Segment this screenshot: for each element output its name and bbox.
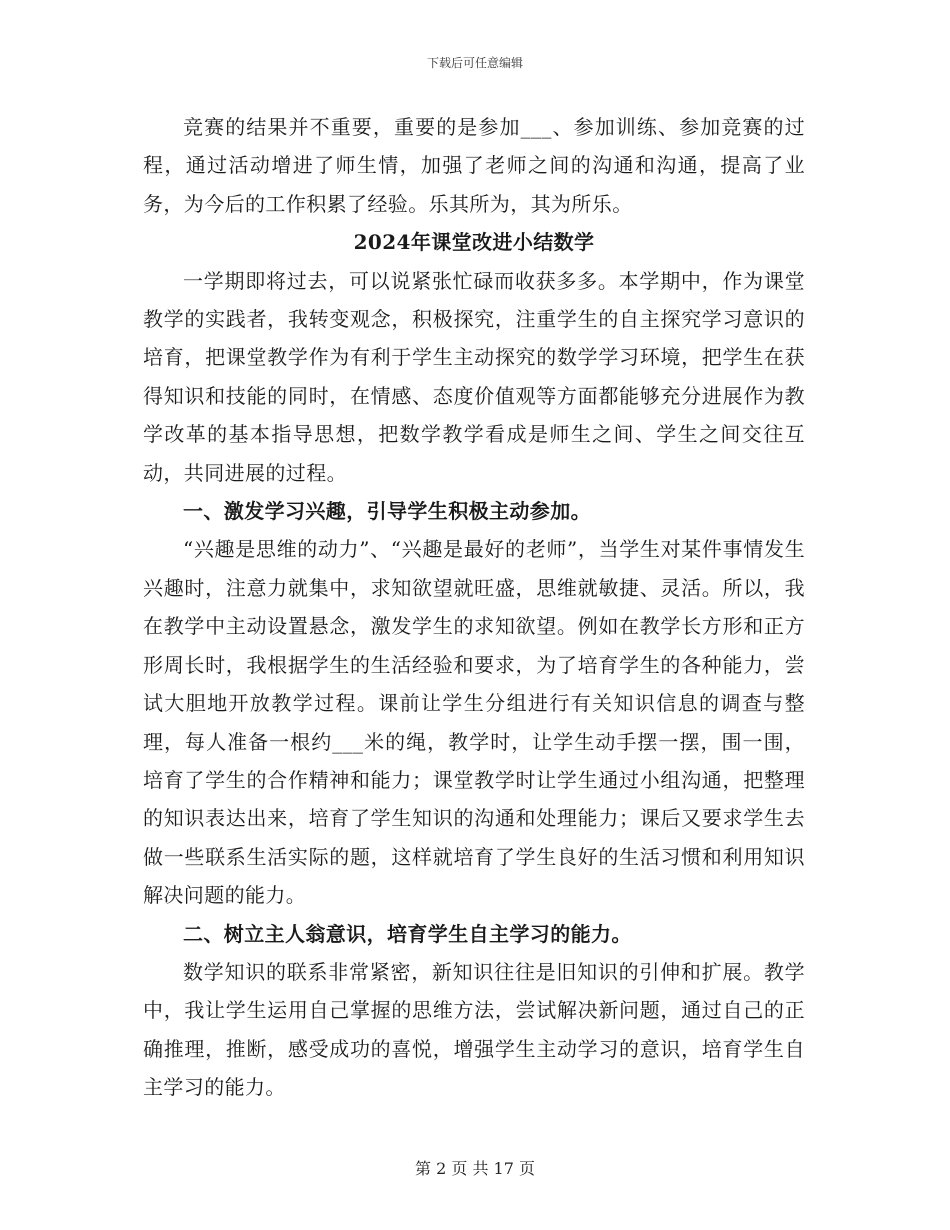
- paragraph-interest: “兴趣是思维的动力”、“兴趣是最好的老师”，当学生对某件事情发生兴趣时，注意力就集中，求知欲望就旺盛，思维就敏捷、灵活。所以，我在教学中主动设置悬念，激发学生的求知欲望。例如在教学长方形和正方形周长时，我根据学生的生活经验和要求，为了培育学生的各种能力，尝试大胆地开放教学过程。课前让学生分组进行有关知识信息的调查与整理，每人准备一根约___米的绳，教学时，让学生动手摆一摆，围一围，培育了学生的合作精神和能力；课堂教学时让学生通过小组沟通，把整理的知识表达出来，培育了学生知识的沟通和处理能力；课后又要求学生去做一些联系生活实际的题，这样就培育了学生良好的生活习惯和利用知识解决问题的能力。: [143, 537, 805, 908]
- document-title: 2024年课堂改进小结数学: [353, 230, 595, 255]
- paragraph-intro: 一学期即将过去，可以说紧张忙碌而收获多多。本学期中，作为课堂教学的实践者，我转变观念，积极探究，注重学生的自主探究学习意识的培育，把课堂教学作为有利于学生主动探究的数学学习环境，把学生在获得知识和技能的同时，在情感、态度价值观等方面都能够充分进展作为教学改革的基本指导思想，把数学教学看成是师生之间、学生之间交往互动，共同进展的过程。: [143, 268, 805, 485]
- page-footer: 第 2 页 共 17 页: [415, 1159, 535, 1178]
- page-header: 下载后可任意编辑: [426, 56, 523, 70]
- paragraph-autonomy: 数学知识的联系非常紧密，新知识往往是旧知识的引伸和扩展。教学中，我让学生运用自己掌握的思维方法，尝试解决新问题，通过自己的正确推理，推断，感受成功的喜悦，增强学生主动学习的意识，培育学生自主学习的能力。: [143, 959, 805, 1100]
- section-heading-2: 二、树立主人翁意识，培育学生自主学习的能力。: [183, 921, 632, 946]
- document-body: [143, 108, 805, 1107]
- paragraph-competition: 竞赛的结果并不重要，重要的是参加___、参加训练、参加竞赛的过程，通过活动增进了师生情，加强了老师之间的沟通和沟通，提高了业务，为今后的工作积累了经验。乐其所为，其为所乐。: [143, 115, 805, 216]
- section-heading-1: 一、激发学习兴趣，引导学生积极主动参加。: [183, 499, 591, 524]
